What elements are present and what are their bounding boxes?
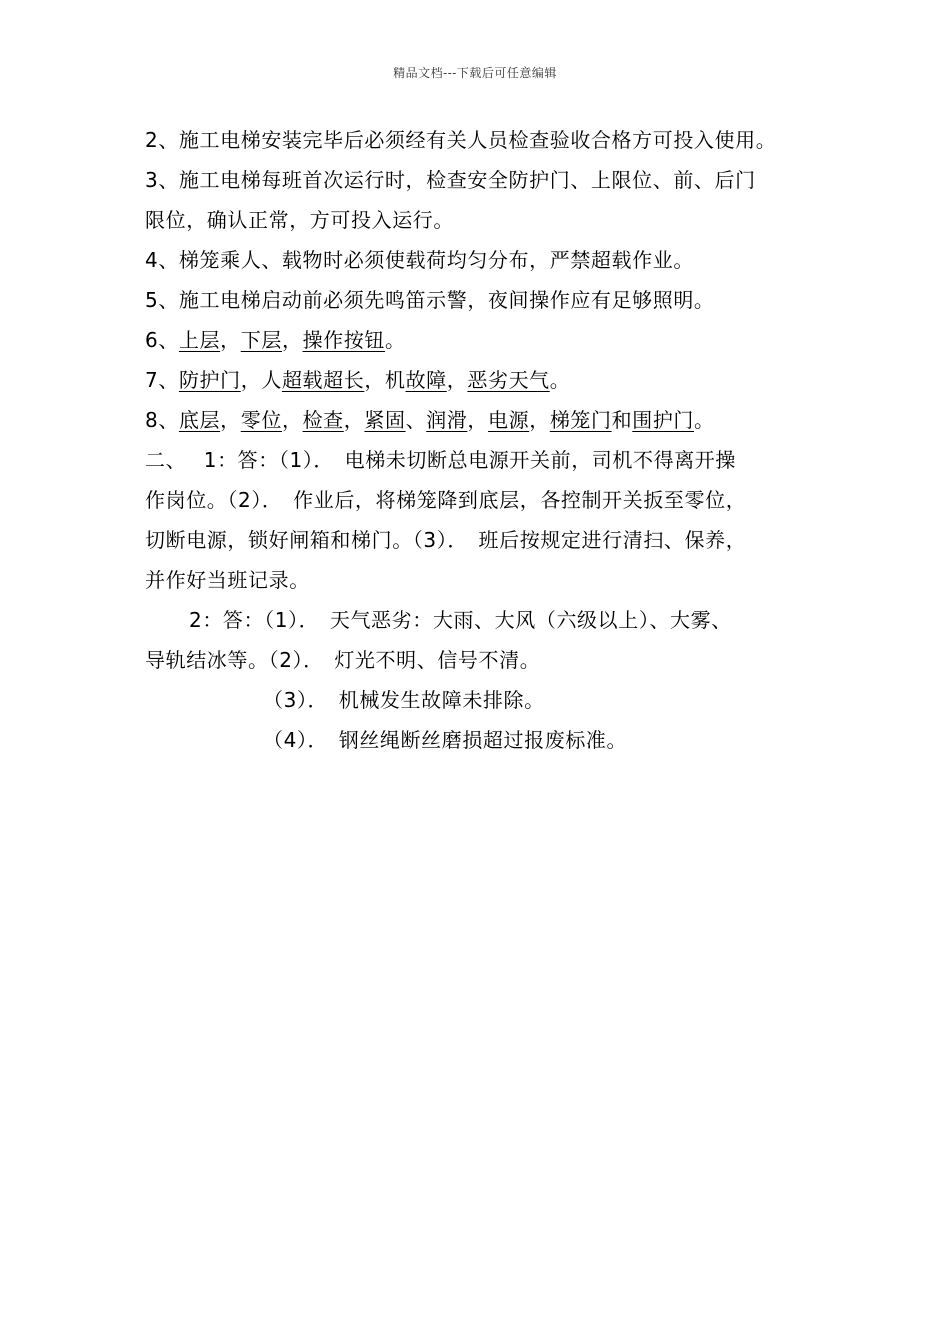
item-number: 6、: [145, 328, 179, 352]
document-body: [145, 120, 825, 760]
separator: 、: [405, 408, 427, 432]
separator: ，: [220, 328, 241, 352]
answer-blank: 上层: [178, 328, 221, 352]
answer-blank: 围护门: [632, 408, 695, 432]
separator: ，: [529, 408, 550, 432]
section2-q2-line-2: 导轨结冰等。（2）． 灯光不明、信号不清。: [145, 648, 541, 672]
item-4: 4、梯笼乘人、载物时必须使载荷均匀分布，严禁超载作业。: [145, 248, 694, 272]
item-8: [145, 400, 825, 440]
answer-blank: 防护门: [178, 368, 241, 392]
section2-q1-line-3: 切断电源，锁好闸箱和梯门。（3）． 班后按规定进行清扫、保养，: [145, 528, 747, 552]
separator: ，: [467, 408, 488, 432]
separator: 和: [611, 408, 633, 432]
answer-blank: 检查: [302, 408, 344, 432]
section2-q2-line-4: （4）． 钢丝绳断丝磨损超过报废标准。: [263, 728, 628, 752]
separator: ，机: [364, 368, 406, 392]
answer-blank: 紧固: [364, 408, 406, 432]
item-5: 5、施工电梯启动前必须先鸣笛示警，夜间操作应有足够照明。: [145, 288, 715, 312]
item-number: 8、: [145, 408, 179, 432]
section2-q2-line-1: 2：答：（1）． 天气恶劣：大雨、大风（六级以上）、大雾、: [189, 608, 732, 632]
section2-q1-line-1: 二、 1：答：（1）． 电梯未切断总电源开关前，司机不得离开操: [145, 448, 737, 472]
answer-blank: 梯笼门: [549, 408, 612, 432]
section2-q2-line-3: （3）． 机械发生故障未排除。: [263, 688, 545, 712]
item-2: 2、施工电梯安装完毕后必须经有关人员检查验收合格方可投入使用。: [145, 128, 777, 152]
item-7: [145, 360, 825, 400]
separator: ，: [220, 408, 241, 432]
item-3-line-2: 限位，确认正常，方可投入运行。: [145, 208, 454, 232]
page-header: 精品文档---下载后可任意编辑: [393, 66, 557, 80]
separator: ，: [446, 368, 468, 392]
separator: ，: [343, 408, 365, 432]
separator: 。: [384, 328, 406, 352]
answer-blank: 恶劣天气: [467, 368, 550, 392]
answer-blank: 电源: [488, 408, 530, 432]
answer-blank: 零位: [240, 408, 282, 432]
separator: ，: [281, 328, 303, 352]
item-number: 7、: [145, 368, 179, 392]
item-6: [145, 320, 825, 360]
section2-q1-line-4: 并作好当班记录。: [145, 568, 310, 592]
answer-blank: 下层: [240, 328, 282, 352]
answer-blank: 操作按钮: [302, 328, 385, 352]
separator: ，人: [240, 368, 282, 392]
section2-q1-line-2: 作岗位。（2）． 作业后，将梯笼降到底层，各控制开关扳至零位，: [145, 488, 747, 512]
separator: 。: [694, 408, 715, 432]
answer-blank: 超载超长: [281, 368, 365, 392]
answer-blank: 底层: [178, 408, 221, 432]
item-3-line-1: 3、施工电梯每班首次运行时，检查安全防护门、上限位、前、后门: [145, 168, 756, 192]
answer-blank: 故障: [405, 368, 447, 392]
separator: 。: [549, 368, 571, 392]
answer-blank: 润滑: [426, 408, 468, 432]
separator: ，: [281, 408, 303, 432]
